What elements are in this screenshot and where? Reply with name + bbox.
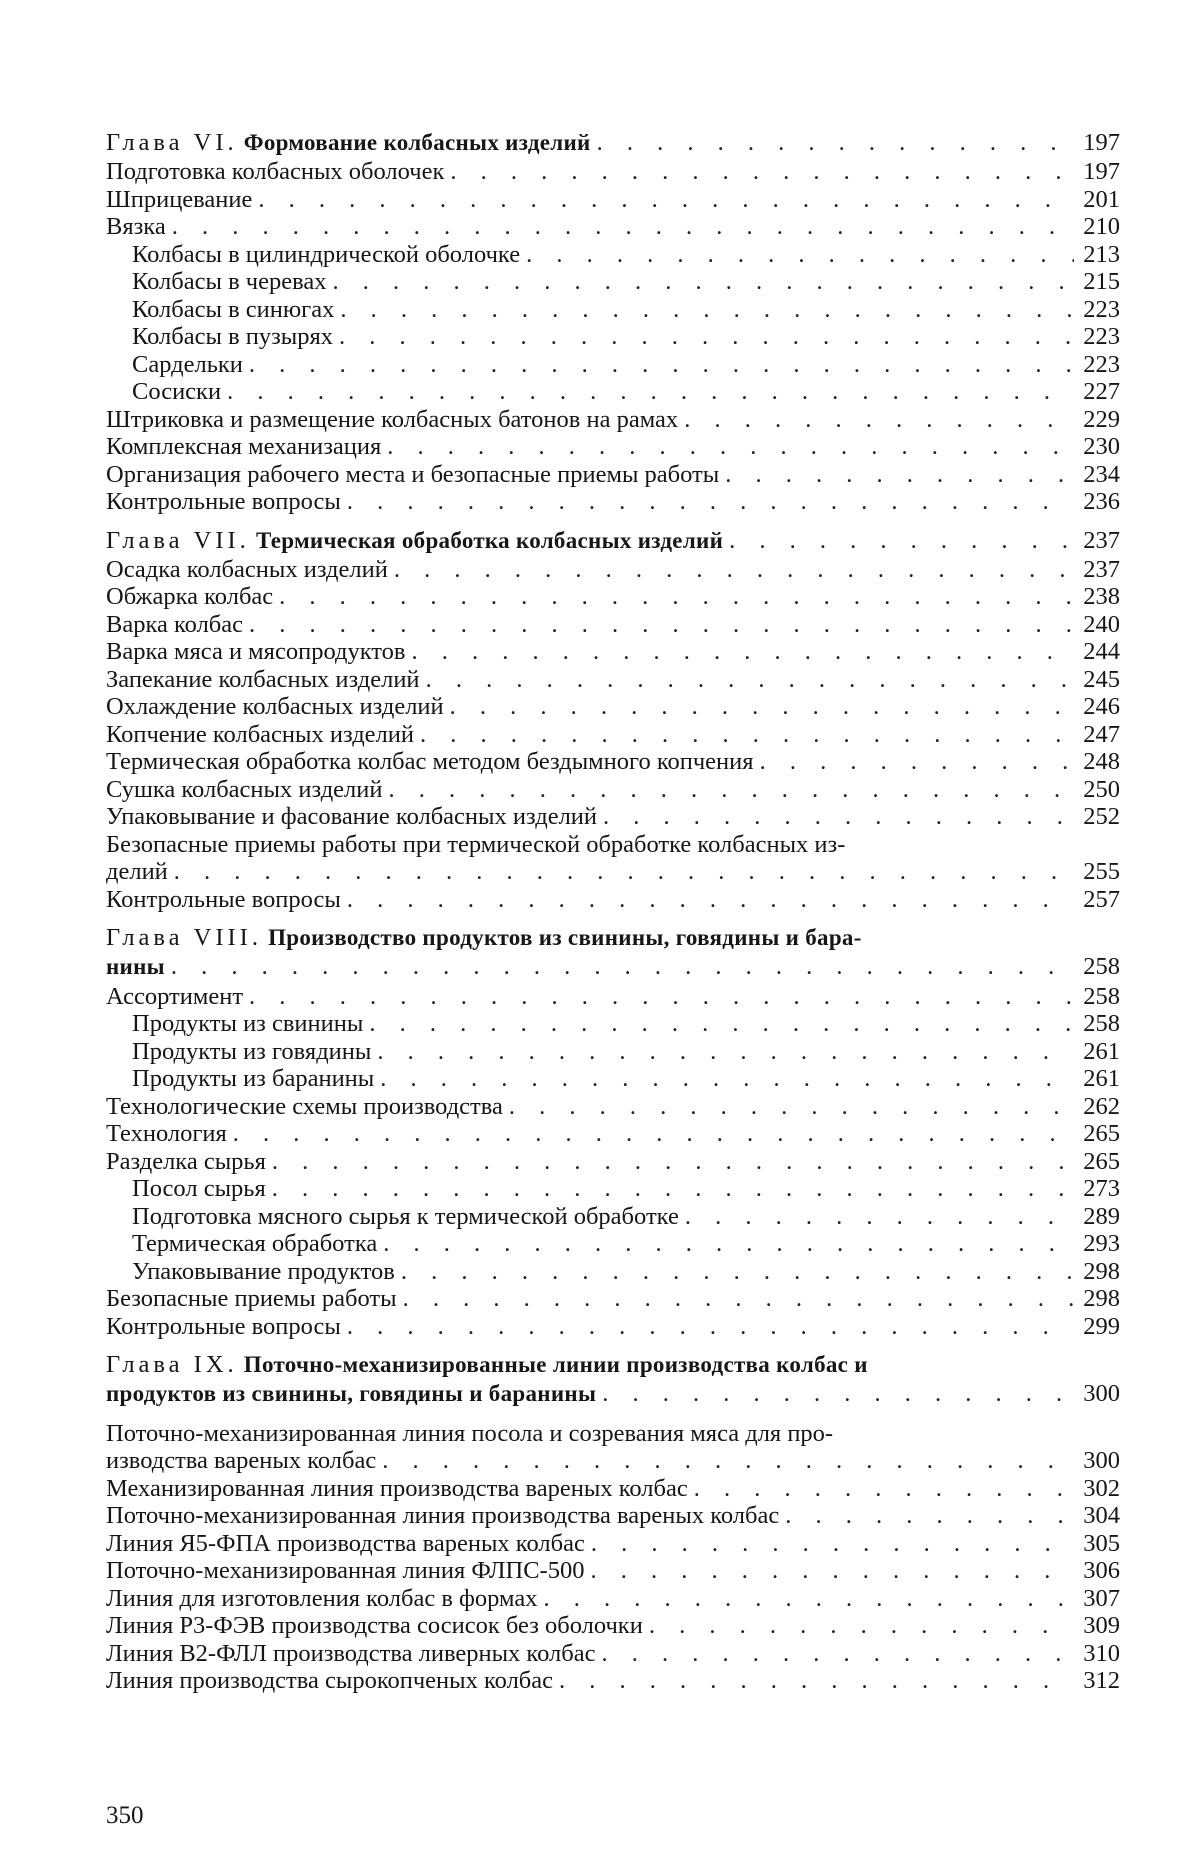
dot-leader [252, 186, 1074, 214]
toc-entry [106, 666, 1120, 694]
toc-entry-title: Осадка колбасных изделий [106, 555, 388, 583]
toc-entry [106, 1313, 1120, 1341]
toc-entry [106, 241, 1120, 269]
toc-entry [106, 721, 1120, 749]
toc-entry-page: 305 [1083, 1529, 1120, 1557]
page-number: 350 [106, 1802, 144, 1829]
dot-leader [341, 488, 1074, 516]
toc-entry-title: Продукты из говядины [132, 1037, 372, 1065]
chapter-heading-row [106, 128, 1120, 158]
chapter-page: 258 [1083, 953, 1120, 980]
dot-leader [388, 556, 1074, 584]
toc-entry-title: Контрольные вопросы [106, 885, 341, 913]
toc-entry-page: 298 [1083, 1257, 1120, 1285]
dot-leader [376, 1447, 1074, 1475]
toc-entry-page: 197 [1083, 158, 1120, 185]
toc-entry [106, 213, 1120, 241]
chapter-heading-row [106, 953, 1120, 981]
toc-entry-page: 265 [1083, 1147, 1120, 1175]
toc-entry [106, 1585, 1120, 1613]
toc-entry-title: Линия производства сырокопченых колбас [106, 1667, 554, 1694]
toc-entry-title: Поточно-механизированная линия производства вареных колбас [106, 1502, 780, 1529]
toc-entry [106, 983, 1120, 1011]
toc-entry-title: Охлаждение колбасных изделий [106, 693, 444, 720]
toc-entry-page: 261 [1083, 1037, 1120, 1065]
toc-entry [106, 186, 1120, 214]
dot-leader [377, 1230, 1074, 1258]
toc-entry-page: 230 [1083, 433, 1120, 460]
dot-leader [243, 983, 1074, 1011]
toc-entry-page: 307 [1083, 1584, 1120, 1612]
toc-entry [106, 323, 1120, 351]
chapter-title: Поточно-механизированные линии производства колбас и [243, 1352, 868, 1377]
toc-entry [106, 351, 1120, 379]
toc-entry-page: 240 [1083, 610, 1120, 638]
toc-entry-title: Упаковывание продуктов [132, 1257, 395, 1285]
toc-entry [106, 886, 1120, 914]
toc-entry-title: Шприцевание [106, 185, 253, 213]
dot-leader [165, 953, 1074, 981]
toc-entry-title: Безопасные приемы работы [106, 1285, 397, 1312]
chapter-heading-row [106, 526, 1120, 556]
chapter-page: 300 [1083, 1380, 1120, 1407]
toc-entry-title: Варка колбас [106, 610, 244, 638]
toc-entry-title: Разделка сырья [106, 1147, 266, 1175]
toc-entry-page: 273 [1083, 1175, 1120, 1202]
toc-entry [106, 488, 1120, 516]
toc-entry-title: Сосиски [132, 378, 222, 405]
toc-entry-title: Подготовка колбасных оболочек [106, 158, 445, 185]
toc-entry [106, 1557, 1120, 1585]
toc-entry-title: Варка мяса и мясопродуктов [106, 638, 406, 665]
toc-entry-page: 261 [1083, 1065, 1120, 1092]
dot-leader [381, 433, 1074, 461]
dot-leader [266, 1175, 1074, 1203]
toc-entry [106, 556, 1120, 584]
dot-leader [591, 128, 1074, 158]
toc-entry-title: Линия В2-ФЛЛ производства ливерных колбас [106, 1639, 596, 1667]
dot-leader [723, 526, 1074, 556]
chapter-page: 197 [1083, 129, 1120, 156]
chapter-title-cont: нины [106, 954, 165, 979]
toc-entry-title: Термическая обработка колбас методом бездымного копчения [106, 748, 754, 775]
toc-entry-title: Посол сырья [132, 1175, 266, 1202]
chapter-label: Глава VIII. [106, 924, 262, 951]
toc-entry-title: Продукты из баранины [132, 1065, 375, 1092]
dot-leader [414, 721, 1074, 749]
dot-leader [405, 638, 1074, 666]
chapter-title: Производство продуктов из свинины, говядины и бара- [268, 925, 862, 950]
toc-entry [106, 378, 1120, 406]
chapter-title: Термическая обработка колбасных изделий [255, 527, 724, 553]
dot-leader [371, 1038, 1074, 1066]
toc-entry-title: Контрольные вопросы [106, 488, 341, 515]
toc-entry-page: 201 [1083, 185, 1120, 213]
toc-entry-title: Сардельки [132, 350, 243, 378]
dot-leader [266, 1148, 1074, 1176]
dot-leader [333, 323, 1074, 351]
dot-leader [273, 583, 1074, 611]
toc-entry-page: 306 [1083, 1557, 1120, 1584]
toc-entry-page: 210 [1083, 213, 1120, 240]
toc-entry-page: 309 [1083, 1612, 1120, 1639]
toc-entry-title: Обжарка колбас [106, 583, 274, 610]
toc-entry-page: 310 [1083, 1639, 1120, 1667]
toc-entry [106, 296, 1120, 324]
chapter-label: Глава IX. [106, 1351, 238, 1378]
toc-entry-title: Продукты из свинины [132, 1010, 364, 1037]
toc-entry [106, 803, 1120, 831]
toc-entry [106, 268, 1120, 296]
toc-entry-page: 229 [1083, 405, 1120, 433]
chapter-label: Глава VII. [106, 526, 250, 554]
chapter-heading-row [106, 1380, 1120, 1408]
dot-leader [503, 1093, 1074, 1121]
toc-entry [106, 638, 1120, 666]
toc-entry-page: 236 [1083, 488, 1120, 515]
toc-entry-title: Механизированная линия производства вареных колбас [106, 1474, 688, 1502]
toc-entry-page: 258 [1083, 982, 1120, 1010]
dot-leader [166, 213, 1074, 241]
dot-leader [383, 776, 1075, 804]
dot-leader [596, 1380, 1074, 1408]
toc-entry [106, 1258, 1120, 1286]
toc-entry-title: Линия для изготовления колбас в формах [106, 1584, 538, 1612]
toc-entry-page: 248 [1083, 748, 1120, 775]
dot-leader [444, 158, 1074, 186]
toc-entry-page: 300 [1083, 1447, 1120, 1474]
dot-leader [779, 1502, 1074, 1530]
chapter-heading-line [106, 1350, 1120, 1380]
toc-entry [106, 461, 1120, 489]
toc-entry-page: 262 [1083, 1092, 1120, 1120]
dot-leader [334, 296, 1074, 324]
chapter-title-cont: продуктов из свинины, говядины и баранины [106, 1381, 597, 1406]
toc-entry [106, 1120, 1120, 1148]
dot-leader [397, 1285, 1074, 1313]
toc-entry [106, 1285, 1120, 1313]
toc-entry [106, 1530, 1120, 1558]
toc-entry-title: Технология [106, 1120, 227, 1147]
toc-entry-title: Колбасы в черевах [132, 268, 327, 295]
toc-entry-page: 304 [1083, 1502, 1120, 1529]
toc-entry [106, 1203, 1120, 1231]
toc-entry-page: 312 [1083, 1667, 1120, 1694]
toc-entry [106, 433, 1120, 461]
chapter-heading-line [106, 923, 1120, 953]
dot-leader [374, 1065, 1074, 1093]
dot-leader [395, 1258, 1074, 1286]
dot-leader [520, 241, 1074, 269]
toc-entry-page: 215 [1083, 268, 1120, 295]
toc-entry-title: Упаковывание и фасование колбасных изделий [106, 803, 598, 830]
toc-entry [106, 1148, 1120, 1176]
dot-leader [363, 1010, 1074, 1038]
toc-entry-title: Линия Я5-ФПА производства вареных колбас [106, 1529, 585, 1557]
toc-entry-title: Колбасы в цилиндрической оболочке [132, 240, 521, 268]
toc-entry [106, 611, 1120, 639]
toc-entry [106, 1175, 1120, 1203]
chapter-title: Формование колбасных изделий [243, 130, 591, 155]
toc-entry-title: Поточно-механизированная линия ФЛПС-500 [106, 1557, 585, 1584]
dot-leader [420, 666, 1074, 694]
toc-entry-page: 258 [1083, 1010, 1120, 1037]
toc-entry [106, 583, 1120, 611]
toc-entry [106, 1065, 1120, 1093]
chapter-label: Глава VI. [106, 129, 238, 156]
dot-leader [538, 1585, 1075, 1613]
chapter-page: 237 [1083, 526, 1120, 554]
toc-entry-title: Вязка [106, 213, 166, 240]
toc-entry [106, 158, 1120, 186]
toc-entry-title: Подготовка мясного сырья к термической обработке [132, 1202, 679, 1230]
toc-entry-title: Линия Р3-ФЭВ производства сосисок без оболочки [106, 1612, 643, 1639]
dot-leader [678, 406, 1074, 434]
toc-entry-page: 252 [1083, 803, 1120, 830]
toc-entry-title: Сушка колбасных изделий [106, 775, 383, 803]
toc-entry [106, 858, 1120, 886]
dot-leader [643, 1612, 1074, 1640]
toc-entry-title: Контрольные вопросы [106, 1312, 341, 1340]
toc-entry [106, 748, 1120, 776]
toc-entry-page: 237 [1083, 555, 1120, 583]
toc-entry [106, 1230, 1120, 1258]
toc-entry-page: 245 [1083, 665, 1120, 693]
toc-entry [106, 406, 1120, 434]
toc-entry-page: 250 [1083, 775, 1120, 803]
dot-leader [243, 351, 1074, 379]
dot-leader [679, 1203, 1074, 1231]
table-of-contents [106, 128, 1120, 1695]
toc-entry [106, 1038, 1120, 1066]
dot-leader [553, 1667, 1074, 1695]
toc-entry-page: 223 [1083, 295, 1120, 323]
toc-entry-page: 302 [1083, 1474, 1120, 1502]
dot-leader [341, 1313, 1074, 1341]
toc-entry-page: 223 [1083, 350, 1120, 378]
toc-entry-title: Копчение колбасных изделий [106, 720, 415, 748]
toc-entry-page: 265 [1083, 1120, 1120, 1147]
dot-leader [754, 748, 1074, 776]
toc-entry-title: Технологические схемы производства [106, 1092, 503, 1120]
toc-entry-page: 299 [1083, 1312, 1120, 1340]
toc-entry [106, 776, 1120, 804]
toc-entry-page: 247 [1083, 720, 1120, 748]
toc-entry-title: изводства вареных колбас [106, 1447, 377, 1474]
toc-entry-page: 293 [1083, 1230, 1120, 1257]
toc-entry-title: Запекание колбасных изделий [106, 665, 420, 693]
dot-leader [585, 1530, 1074, 1558]
dot-leader [221, 378, 1074, 406]
toc-entry [106, 693, 1120, 721]
toc-entry-title: Колбасы в синюгах [132, 295, 335, 323]
toc-entry [106, 1502, 1120, 1530]
toc-entry-title: Ассортимент [106, 982, 244, 1010]
dot-leader [168, 858, 1074, 886]
toc-entry [106, 1010, 1120, 1038]
toc-entry-page: 238 [1083, 583, 1120, 610]
toc-entry-title: Штриковка и размещение колбасных батонов на рамах [106, 405, 679, 433]
toc-entry-page: 213 [1083, 240, 1120, 268]
toc-entry-title: Колбасы в пузырях [132, 323, 334, 350]
dot-leader [227, 1120, 1074, 1148]
toc-entry-title: делий [106, 858, 168, 885]
dot-leader [597, 803, 1074, 831]
toc-entry-line: Поточно-механизированная линия посола и созревания мяса для про- [106, 1419, 834, 1447]
toc-entry-title: Термическая обработка [132, 1230, 378, 1257]
toc-entry-page: 246 [1083, 693, 1120, 720]
toc-entry-page: 234 [1083, 460, 1120, 488]
toc-entry-page: 244 [1083, 638, 1120, 665]
toc-entry-page: 223 [1083, 323, 1120, 350]
dot-leader [243, 611, 1074, 639]
dot-leader [326, 268, 1074, 296]
toc-entry-title: Организация рабочего места и безопасные приемы работы [106, 460, 720, 488]
dot-leader [341, 886, 1074, 914]
toc-entry-line: Безопасные приемы работы при термической обработке колбасных из- [106, 830, 846, 858]
toc-entry-title: Комплексная механизация [106, 433, 382, 460]
toc-entry [106, 1475, 1120, 1503]
dot-leader [584, 1557, 1074, 1585]
dot-leader [595, 1640, 1074, 1668]
toc-entry [106, 1612, 1120, 1640]
dot-leader [719, 461, 1074, 489]
toc-entry [106, 1640, 1120, 1668]
toc-entry-page: 227 [1083, 378, 1120, 405]
toc-entry-page: 289 [1083, 1202, 1120, 1230]
dot-leader [444, 693, 1074, 721]
toc-entry [106, 1667, 1120, 1695]
toc-entry-page: 255 [1083, 858, 1120, 885]
toc-entry [106, 1447, 1120, 1475]
dot-leader [688, 1475, 1074, 1503]
toc-entry [106, 1093, 1120, 1121]
toc-entry-page: 257 [1083, 885, 1120, 913]
toc-entry-page: 298 [1083, 1285, 1120, 1312]
